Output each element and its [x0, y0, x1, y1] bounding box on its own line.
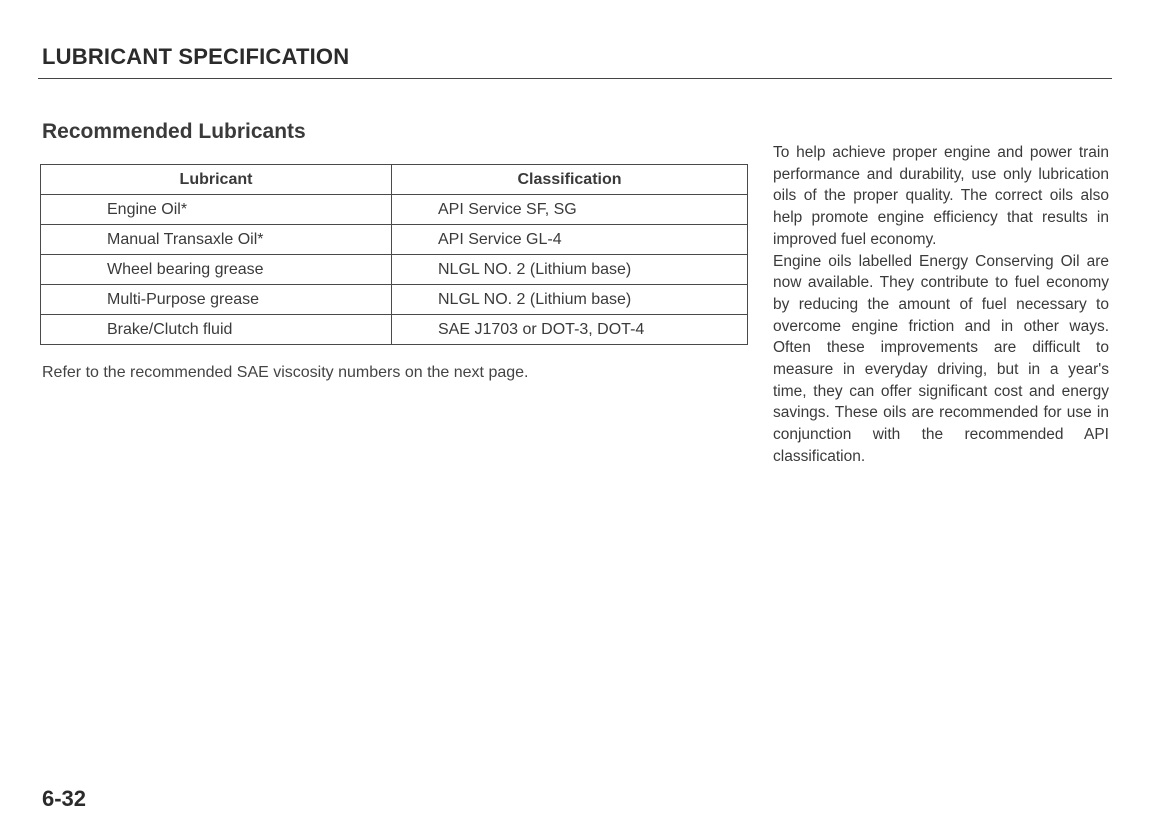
table-row — [41, 255, 748, 285]
page-number: 6-32 — [42, 786, 87, 811]
table-row — [41, 225, 748, 255]
lubricant-cell: Brake/Clutch fluid — [41, 315, 392, 345]
classification-cell: API Service SF, SG — [392, 195, 748, 225]
column-header-classification: Classification — [392, 165, 748, 195]
table-row — [41, 285, 748, 315]
classification-cell: NLGL NO. 2 (Lithium base) — [392, 285, 748, 315]
lubricant-cell: Multi-Purpose grease — [41, 285, 392, 315]
lubricant-cell: Wheel bearing grease — [41, 255, 392, 285]
body-paragraph: To help achieve proper engine and power train performance and durability, use only lubrication oils of the proper quality. The correct oils also help promote engine efficiency that results in improved fuel economy. — [773, 144, 1109, 248]
lubricant-cell: Engine Oil* — [41, 195, 392, 225]
lubricant-table — [40, 164, 748, 345]
table-row — [41, 195, 748, 225]
lubricant-cell: Manual Transaxle Oil* — [41, 225, 392, 255]
classification-cell: API Service GL-4 — [392, 225, 748, 255]
page-header: LUBRICANT SPECIFICATION — [42, 44, 350, 69]
table-header-row — [41, 165, 748, 195]
column-header-lubricant: Lubricant — [41, 165, 392, 195]
body-text — [773, 142, 1109, 468]
body-paragraph: Engine oils labelled Energy Conserving Oil are now available. They contribute to fuel economy by reducing the amount of fuel necessary to overcome engine friction and in other ways. Often these improvements are difficult to measure in everyday driving, but in a year's time, they can offer significant cost and energy savings. These oils are recommended for use in conjunction with the recommended API classification. — [773, 252, 1109, 465]
table-row — [41, 315, 748, 345]
classification-cell: SAE J1703 or DOT-3, DOT-4 — [392, 315, 748, 345]
section-title: Recommended Lubricants — [42, 120, 306, 143]
header-divider — [38, 78, 1112, 79]
viscosity-note: Refer to the recommended SAE viscosity numbers on the next page. — [42, 364, 529, 381]
classification-cell: NLGL NO. 2 (Lithium base) — [392, 255, 748, 285]
